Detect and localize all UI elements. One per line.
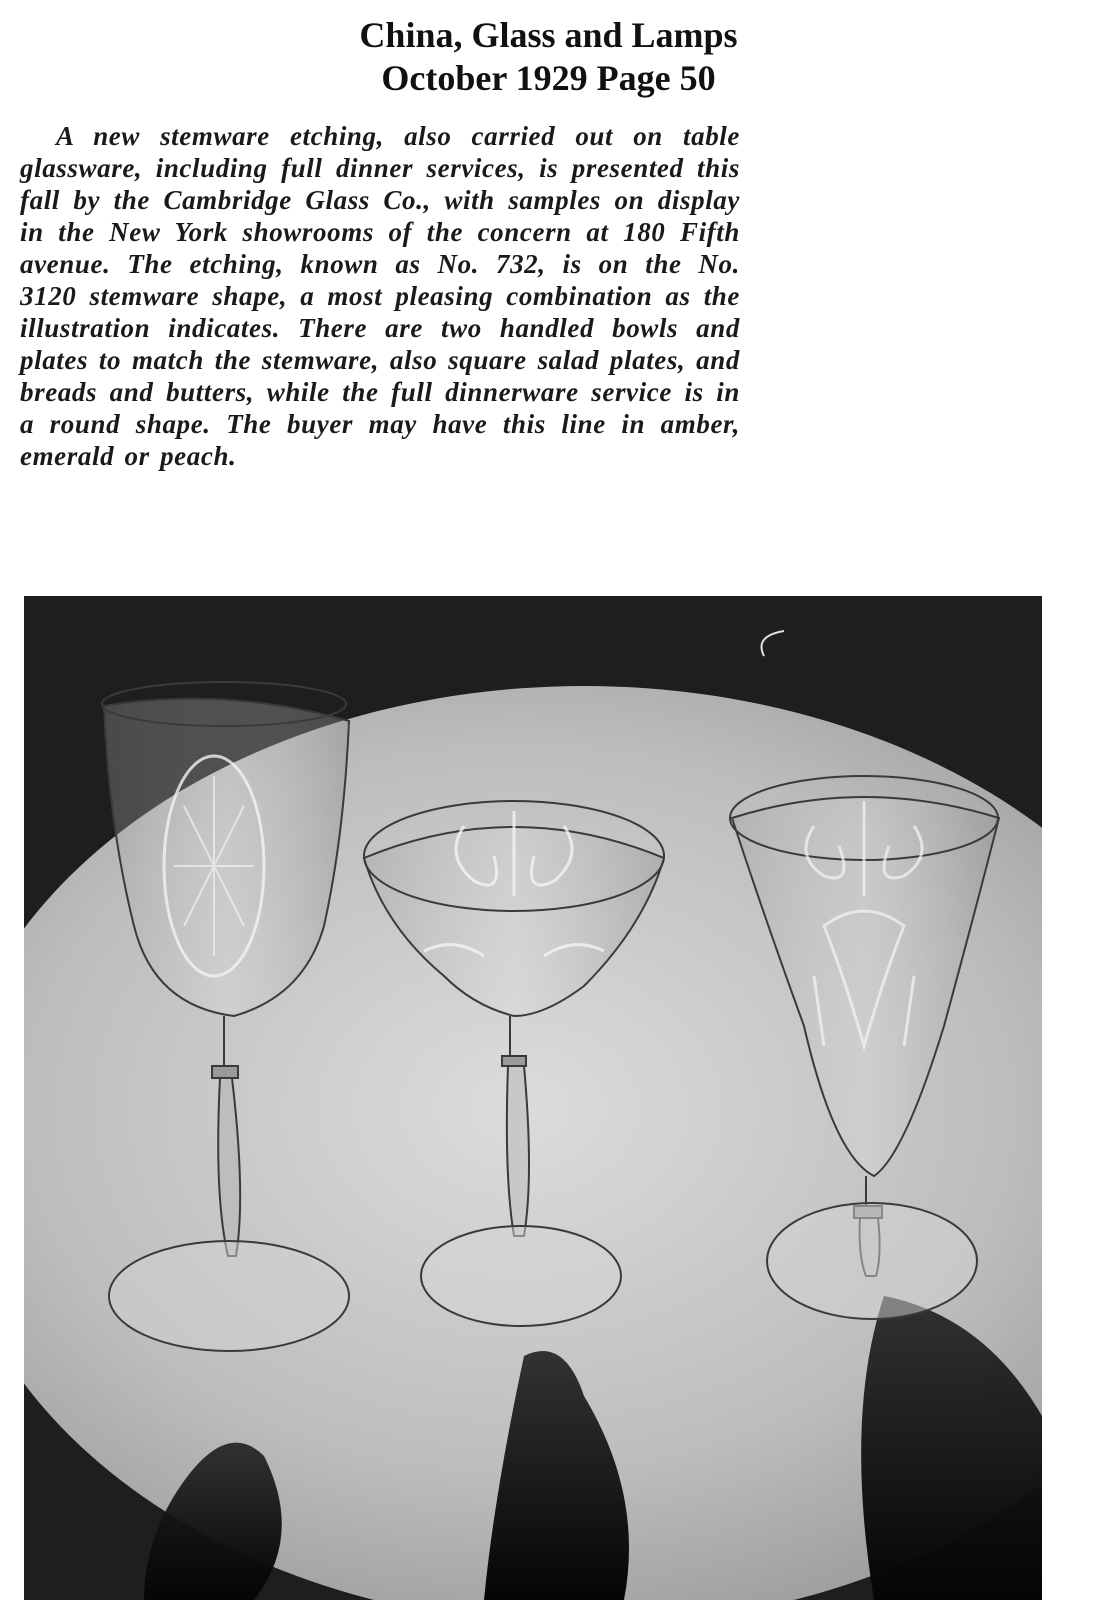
issue-date-page: October 1929 Page 50 [381, 58, 716, 98]
article-text [20, 120, 740, 472]
stemware-photograph [24, 596, 1042, 1600]
photo-illustration [24, 596, 1042, 1600]
page-header [0, 14, 1097, 100]
publication-title: China, Glass and Lamps [359, 15, 738, 55]
article-paragraph: A new stemware etching, also carried out on table glassware, including full dinner services, is presented this fall by the Cambridge Glass Co., with samples on display in the New York showrooms of the concern at 180 Fifth avenue. The etching, known as No. 732, is on the No. 3120 stemware shape, a most pleasing combination as the illustration indicates. There are two handled bowls and plates to match the stemware, also square salad plates, and breads and butters, while the full dinnerware service is in a round shape. The buyer may have this line in amber, emerald or peach. [20, 121, 740, 471]
